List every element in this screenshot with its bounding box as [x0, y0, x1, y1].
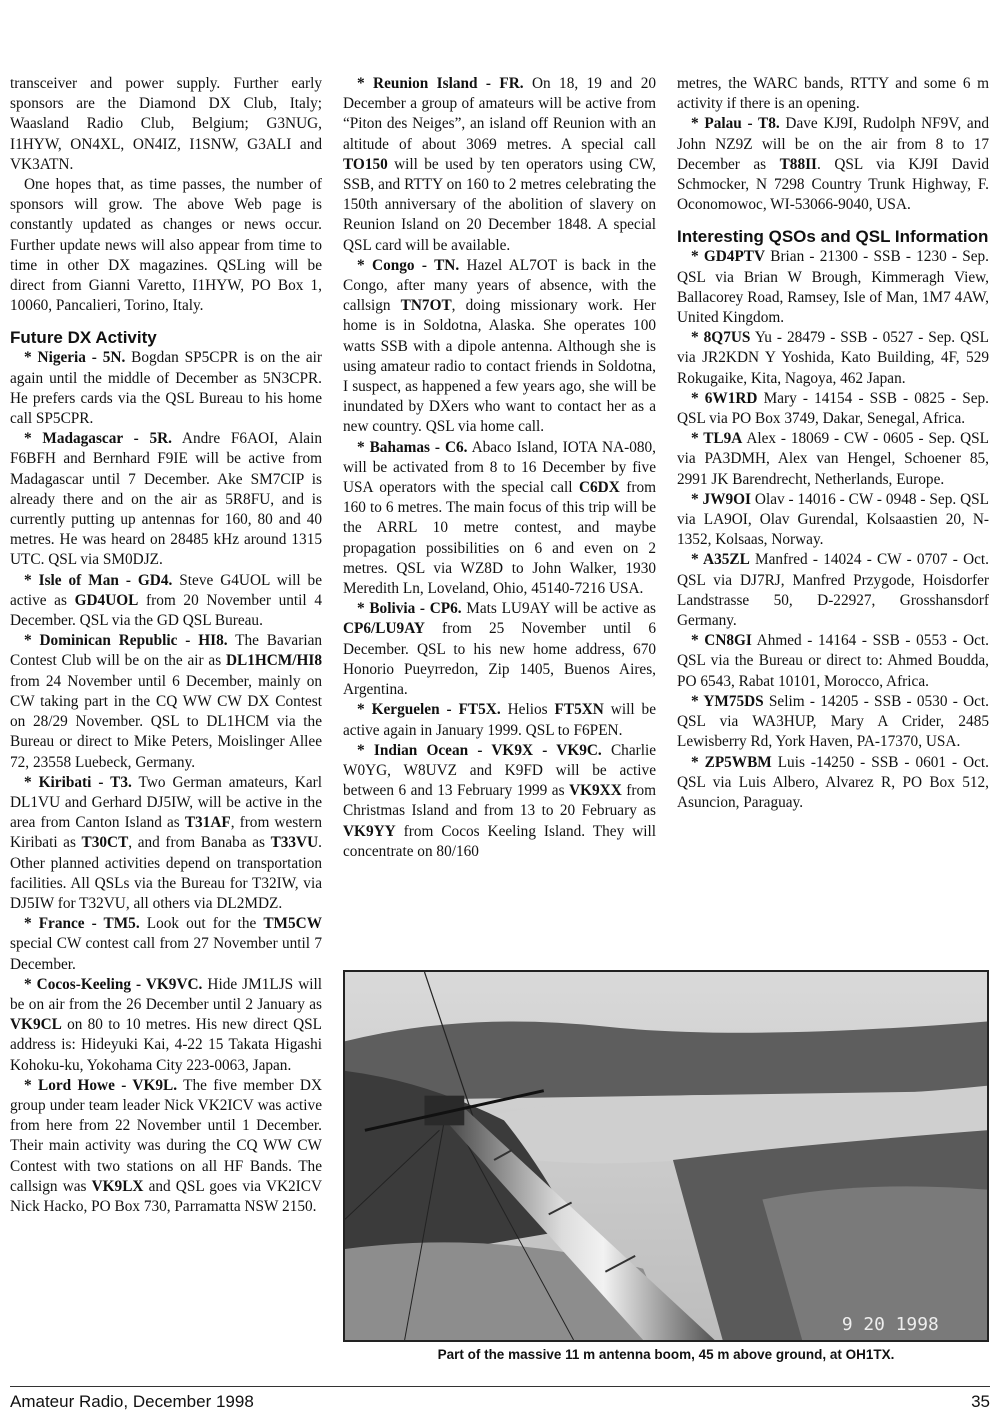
list-item: * GD4PTV Brian - 21300 - SSB - 1230 - Sep. QSL via Brian W Brough, Kimmeragh View, Ballacorey Road, Ramsey, Isle of Man, 1M7 4AW, United Kingdom.	[677, 248, 989, 327]
page-number: 35	[971, 1392, 990, 1411]
list-item: * Reunion Island - FR. On 18, 19 and 20 December a group of amateurs will be active from “Piton des Neiges”, an island off Reunion with an altitude of about 3069 metres. A special call TO150 will be used by ten operators using CW, SSB, and RTTY on 160 to 2 metres celebrating the 150th anniversary of the abolition of slavery on Reunion Island on 20 December 1848. A special QSL card will be available.	[343, 75, 656, 254]
list-item: * 8Q7US Yu - 28479 - SSB - 0527 - Sep. QSL via JR2KDN Y Yoshida, Kato Building, 4F, 529 Rokugaike, Kita, Nagoya, 462 Japan.	[677, 329, 989, 387]
footer-publication: Amateur Radio, December 1998	[10, 1392, 254, 1411]
list-item: * 6W1RD Mary - 14154 - SSB - 0825 - Sep. QSL via PO Box 3749, Dakar, Senegal, Africa.	[677, 389, 989, 428]
list-item: * Nigeria - 5N. Bogdan SP5CPR is on the air again until the middle of December as 5N3CPR. He prefers cards via the QSL Bureau to his home call SP5CPR.	[10, 349, 322, 428]
list-item: * ZP5WBM Luis -14250 - SSB - 0601 - Oct. QSL via Luis Albero, Alvarez R, PO Box 512, Asuncion, Paraguay.	[677, 753, 989, 811]
list-item: * A35ZL Manfred - 14024 - CW - 0707 - Oct. QSL via DJ7RJ, Manfred Przygode, Hoisdorfer Landstrasse 50, D-22927, Grosshansdorf Germany.	[677, 551, 989, 630]
list-item: * Dominican Republic - HI8. The Bavarian Contest Club will be on the air as DL1HCM/HI8 from 24 November until 6 December, mainly on CW taking part in the CQ WW CW DX Contest on 28/29 November. QSL to DL1HCM via the Bureau or direct to Mike Peters, Moislinger Allee 72, 23558 Luebeck, Germany.	[10, 632, 323, 771]
paragraph: transceiver and power supply. Further early sponsors are the Diamond DX Club, Italy; Waasland Radio Club, Belgium; G3NUG, I1HYW, ON4XL, ON4IZ, I1SNW, G3ALI and VK3ATN.	[10, 75, 322, 173]
photo-date-stamp: 9 20 1998	[841, 1314, 939, 1336]
list-item: * JW9OI Olav - 14016 - CW - 0948 - Sep. QSL via LA9OI, Olav Gurendal, Kolsaastien 20, N-1352, Kolsaas, Norway.	[677, 490, 989, 549]
antenna-boom-photo	[343, 970, 989, 1342]
list-item: * Bahamas - C6. Abaco Island, IOTA NA-080, will be activated from 8 to 16 December by five USA operators with the special call C6DX from 160 to 6 metres. The main focus of this trip will be the ARRL 10 metre contest, and maybe propagation possibilities on 6 and even on 2 metres. QSL via WZ8D to John Walker, 1930 Meredith Ln, Loveland, Ohio, 45140-7216 USA.	[343, 438, 656, 598]
list-item: * Isle of Man - GD4. Steve G4UOL will be active as GD4UOL from 20 November until 4 December. QSL via the GD QSL Bureau.	[10, 571, 322, 630]
photo-illustration	[345, 972, 987, 1340]
list-item: * CN8GI Ahmed - 14164 - SSB - 0553 - Oct. QSL via the Bureau or direct to: Ahmed Boudda, PO 6543, Rabat 10101, Morocco, Africa.	[677, 632, 989, 690]
column-2	[343, 74, 656, 862]
list-item: * TL9A Alex - 18069 - CW - 0605 - Sep. QSL via PA3DMH, Alex van Hengel, Schoener 85, 2991 JK Barendrecht, Netherlands, Europe.	[677, 430, 989, 488]
paragraph: One hopes that, as time passes, the number of sponsors will grow. The above Web page is constantly updated as changes or news occur. Further update news will also appear from time to time in other DX magazines. QSLing will be direct from Gianni Varetto, I1HYW, PO Box 1, 10060, Pancalieri, Torino, Italy.	[10, 176, 322, 315]
photo-caption: Part of the massive 11 m antenna boom, 45 m above ground, at OH1TX.	[437, 1347, 895, 1362]
section-heading-future-dx: Future DX Activity	[10, 328, 157, 348]
list-item: * Cocos-Keeling - VK9VC. Hide JM1LJS will be on air from the 26 December until 2 January as VK9CL on 80 to 10 metres. His new direct QSL address is: Hideyuki Kai, 4-22 15 Takata Higashi Kohoku-ku, Yokohama City 223-0063, Japan.	[10, 975, 322, 1074]
list-item: * Madagascar - 5R. Andre F6AOI, Alain F6BFH and Bernhard F9IE will be active from Madagascar until 7 December. Ake SM7CIP is already there and on the air as 5R8FU, and is currently putting up antennas for 160, 80 and 40 metres. He was heard on 28485 kHz around 1315 UTC. QSL via SM0DJZ.	[10, 430, 322, 569]
list-item: * Kiribati - T3. Two German amateurs, Karl DL1VU and Gerhard DJ5IW, will be active in the area from Canton Island as T31AF, from western Kiribati as T30CT, and from Banaba as T33VU. Other planned activities depend on transportation facilities. All QSLs via the Bureau for T32IW, via DJ5IW for T32VU, all others via DL2MDZ.	[10, 773, 322, 912]
list-item: * Bolivia - CP6. Mats LU9AY will be active as CP6/LU9AY from 25 November until 6 December. QSL to his new home address, 670 Honorio Pueyrredon, Zip 1405, Buenos Aires, Argentina.	[343, 600, 656, 699]
list-item: * Indian Ocean - VK9X - VK9C. Charlie W0YG, W8UVZ and K9FD will be active between 6 and 13 February 1999 as VK9XX from Christmas Island and from 13 to 20 February as VK9YY from Cocos Keeling Island. They will concentrate on 80/160	[343, 741, 657, 860]
list-item: * Kerguelen - FT5X. Helios FT5XN will be active again in January 1999. QSL to F6PEN.	[343, 701, 656, 739]
column-1	[10, 74, 322, 1217]
footer-rule	[10, 1386, 990, 1387]
list-item: * Lord Howe - VK9L. The five member DX group under team leader Nick VK2ICV was active from here from 22 November until 1 December. Their main activity was during the CQ WW CW Contest with two stations on all HF Bands. The callsign was VK9LX and QSL goes via VK2ICV Nick Hacko, PO Box 730, Parramatta NSW 2150.	[10, 1076, 322, 1215]
list-item: * YM75DS Selim - 14205 - SSB - 0530 - Oct. QSL via WA3HUP, Mary A Crider, 2485 Lewisberry Rd, York Haven, PA-17370, USA.	[677, 692, 989, 751]
section-heading-qsl-info: Interesting QSOs and QSL Information	[677, 227, 989, 247]
list-item: * Palau - T8. Dave KJ9I, Rudolph NF9V, and John NZ9Z will be on the air from 8 to 17 December as T88II. QSL via KJ9I David Schmocker, N 7298 Country Trunk Highway, F. Oconomowoc, WI-53066-9040, USA.	[677, 115, 989, 214]
paragraph: metres, the WARC bands, RTTY and some 6 m activity if there is an opening.	[677, 75, 989, 113]
column-3	[677, 74, 989, 813]
list-item: * Congo - TN. Hazel AL7OT is back in the Congo, after many years of absence, with the callsign TN7OT, doing missionary work. Her home is in Soldotna, Alaska. She operates 100 watts SSB with a dipole antenna. Although she is using amateur radio to contact friends in Soldotna, I suspect, as happened a few years ago, she will be inundated by DXers who want to contact her as a new country. QSL via home call.	[343, 256, 657, 436]
list-item: * France - TM5. Look out for the TM5CW special CW contest call from 27 November until 7 December.	[10, 915, 322, 973]
